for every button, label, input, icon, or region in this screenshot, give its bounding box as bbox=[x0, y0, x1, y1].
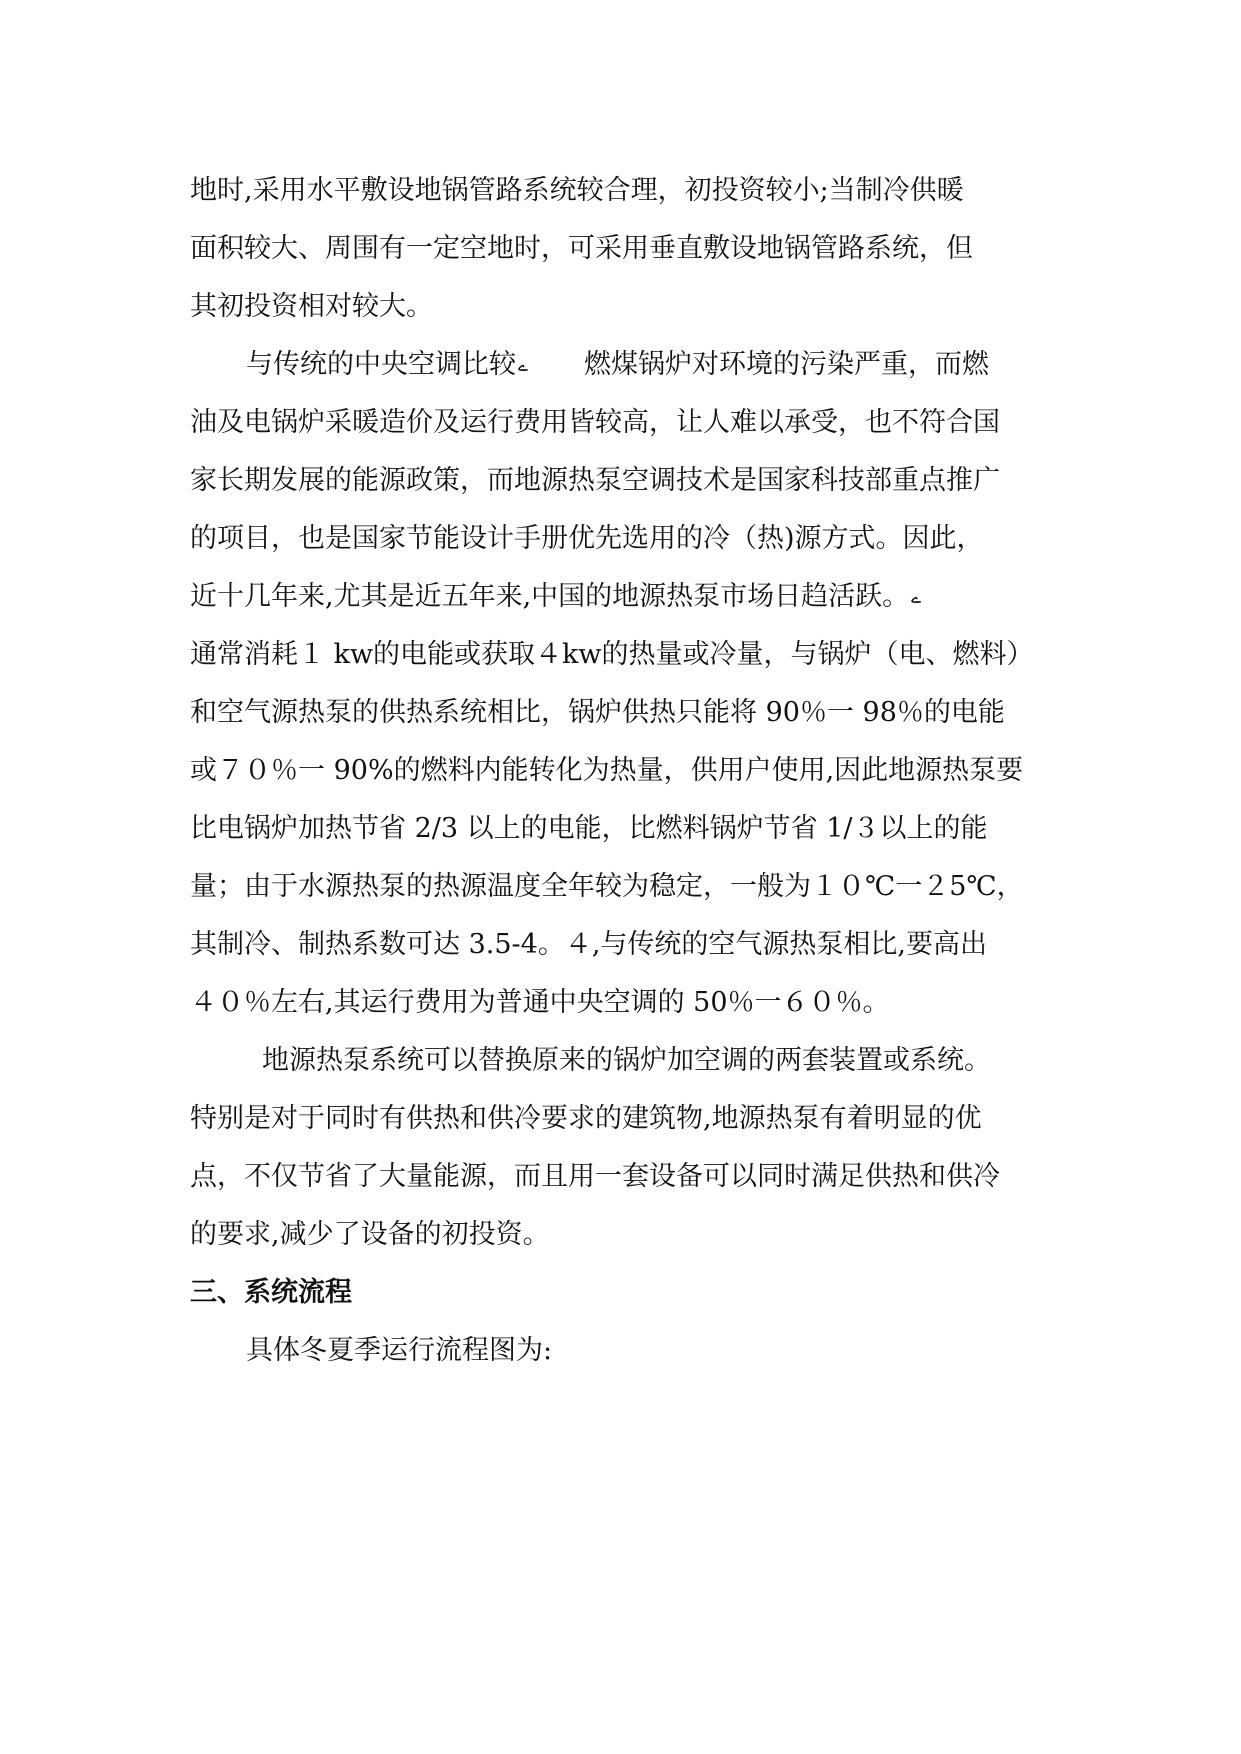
paragraph-2-line-9: 比电锅炉加热节省 2/3 以上的电能，比燃料锅炉节省 1/３以上的能 bbox=[190, 813, 988, 844]
paragraph-mark-icon: ے bbox=[911, 588, 922, 608]
paragraph-2-line-1 bbox=[190, 336, 1058, 394]
paragraph-1-line-2: 面积较大、周围有一定空地时，可采用垂直敷设地锅管路系统，但 bbox=[190, 233, 973, 264]
paragraph-2-line-6: 通常消耗１ kw的电能或获取４kw的热量或冷量，与锅炉（电、燃料） bbox=[190, 639, 1034, 670]
paragraph-2-line-2: 油及电锅炉采暖造价及运行费用皆较高，让人难以承受，也不符合国 bbox=[190, 407, 1000, 438]
paragraph-2-line-3: 家长期发展的能源政策，而地源热泵空调技术是国家科技部重点推广 bbox=[190, 465, 1000, 496]
paragraph-3-line-4: 的要求,减少了设备的初投资。 bbox=[190, 1219, 550, 1250]
paragraph-3-line-2: 特别是对于同时有供热和供冷要求的建筑物,地源热泵有着明显的优 bbox=[190, 1103, 982, 1134]
paragraph-3-line-1: 地源热泵系统可以替换原来的锅炉加空调的两套装置或系统。 bbox=[262, 1045, 991, 1076]
paragraph-2-lead-text: 与传统的中央空调比较 bbox=[246, 349, 516, 380]
paragraph-2-line-5 bbox=[190, 568, 1058, 626]
paragraph-2-line-12: ４０％左右,其运行费用为普通中央空调的 50％一６０％。 bbox=[190, 987, 890, 1018]
paragraph-3-line-3: 点，不仅节省了大量能源，而且用一套设备可以同时满足供热和供冷 bbox=[190, 1161, 1000, 1192]
paragraph-2-line-10: 量；由于水源热泵的热源温度全年较为稳定，一般为１０℃一２5℃， bbox=[190, 871, 1024, 902]
paragraph-1-line-1: 地时,采用水平敷设地锅管路系统较合理，初投资较小;当制冷供暖 bbox=[190, 175, 964, 206]
paragraph-2-line-4: 的项目，也是国家节能设计手册优先选用的冷（热)源方式。因此， bbox=[190, 523, 984, 554]
paragraph-2-line-5-text: 近十几年来,尤其是近五年来,中国的地源热泵市场日趋活跃。 bbox=[190, 581, 910, 612]
paragraph-2-line-7: 和空气源热泵的供热系统相比，锅炉供热只能将 90％一 98％的电能 bbox=[190, 697, 1005, 728]
paragraph-2-line-11: 其制冷、制热系数可达 3.5-4。４,与传统的空气源热泵相比,要高出 bbox=[190, 929, 987, 960]
paragraph-2-continuation-text: 燃煤锅炉对环境的污染严重，而燃 bbox=[583, 349, 989, 380]
paragraph-4: 具体冬夏季运行流程图为: bbox=[246, 1335, 553, 1366]
section-heading: 三、系统流程 bbox=[190, 1277, 352, 1308]
document-body bbox=[190, 162, 1058, 1380]
paragraph-1-line-3: 其初投资相对较大。 bbox=[190, 291, 433, 322]
paragraph-2-line-8: 或７０％一 90%的燃料内能转化为热量，供用户使用,因此地源热泵要 bbox=[190, 755, 1024, 786]
paragraph-mark-icon: ے bbox=[518, 356, 528, 376]
